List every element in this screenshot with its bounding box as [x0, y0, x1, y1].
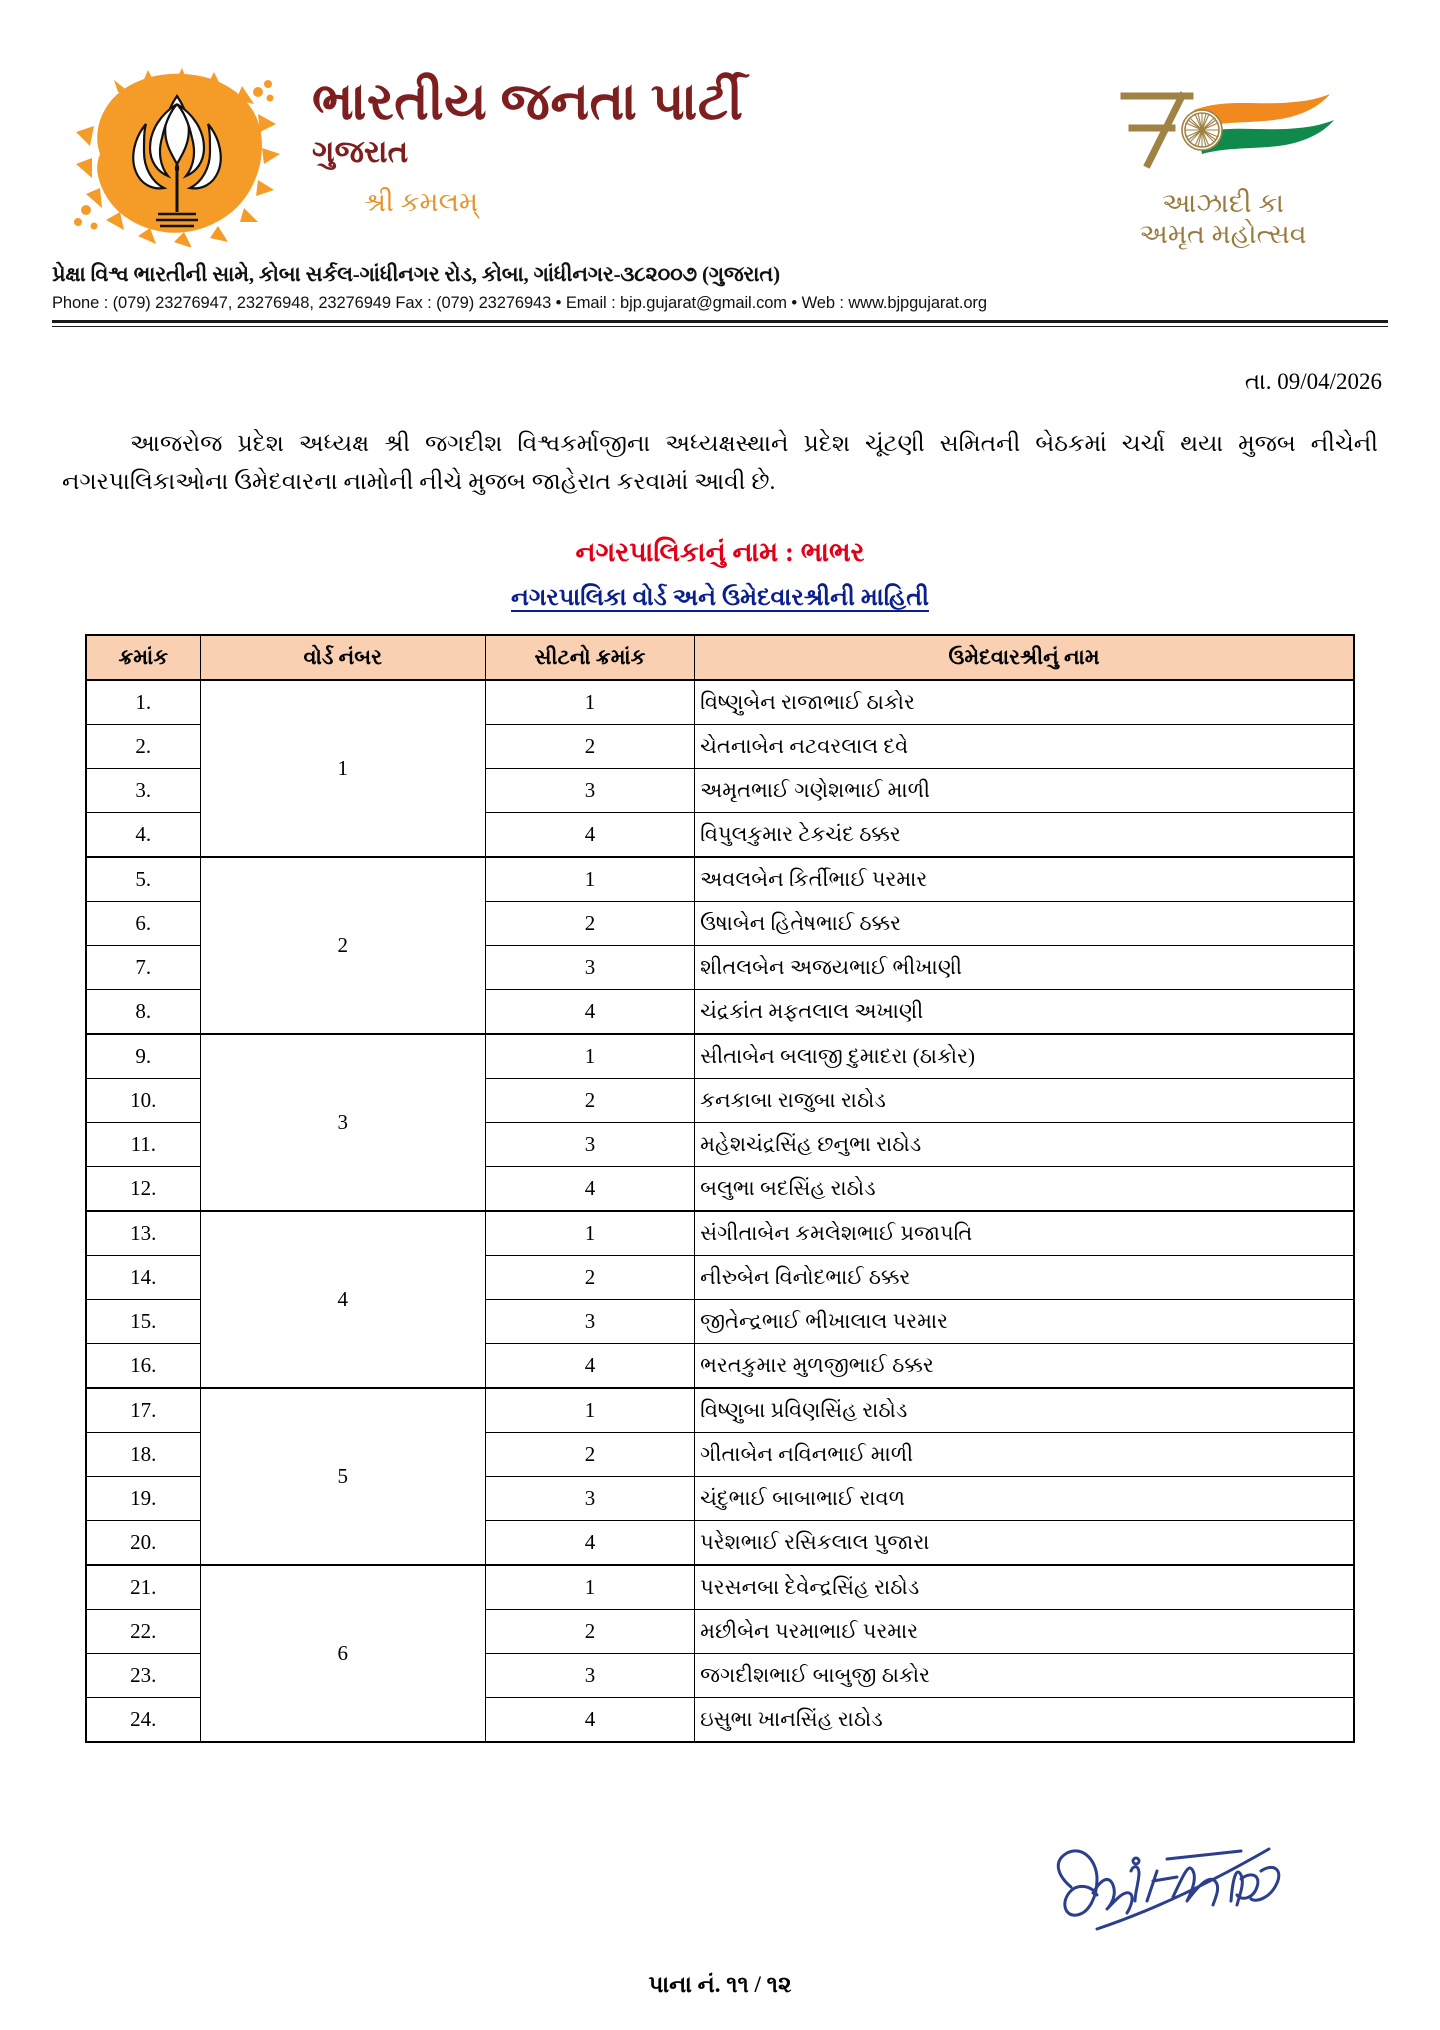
- table-row: [86, 1034, 1354, 1079]
- cell-candidate-name: વિપુલકુમાર ટેકચંદ ઠક્કર: [695, 813, 1354, 858]
- cell-seat-number: 3: [485, 1123, 694, 1167]
- cell-sr: 23.: [86, 1654, 200, 1698]
- candidates-table-wrapper: [85, 634, 1355, 1743]
- cell-seat-number: 1: [485, 857, 694, 902]
- cell-ward-number: 5: [200, 1388, 485, 1565]
- cell-ward-number: 1: [200, 680, 485, 857]
- cell-candidate-name: ચંદુભાઈ બાબાભાઈ રાવળ: [695, 1477, 1354, 1521]
- cell-sr: 13.: [86, 1211, 200, 1256]
- cell-seat-number: 4: [485, 1698, 694, 1743]
- candidates-table: [85, 634, 1355, 1743]
- col-header-seat: સીટનો ક્રમાંક: [485, 635, 694, 680]
- bjp-lotus-logo: [52, 58, 302, 247]
- cell-seat-number: 3: [485, 1477, 694, 1521]
- intro-paragraph: આજરોજ પ્રદેશ અધ્યક્ષ શ્રી જગદીશ વિશ્વકર્માજીના અધ્યક્ષસ્થાને પ્રદેશ ચૂંટણી સમિતની બેઠકમાં ચર્ચા થયા મુજબ નીચેની નગરપાલિકાઓના ઉમેદવારના નામોની નીચે મુજબ જાહેરાત કરવામાં આવી છે.: [62, 431, 1378, 496]
- cell-ward-number: 6: [200, 1565, 485, 1742]
- cell-candidate-name: ચંદ્રકાંત મફતલાલ અખાણી: [695, 990, 1354, 1035]
- cell-candidate-name: પરસનબા દેવેન્દ્રસિંહ રાઠોડ: [695, 1565, 1354, 1610]
- cell-sr: 22.: [86, 1610, 200, 1654]
- party-state: ગુજરાત: [312, 133, 409, 169]
- col-header-ward: વોર્ડ નંબર: [200, 635, 485, 680]
- cell-candidate-name: બલુભા બદસિંહ રાઠોડ: [695, 1167, 1354, 1212]
- cell-candidate-name: મછીબેન પરમાભાઈ પરમાર: [695, 1610, 1354, 1654]
- cell-sr: 11.: [86, 1123, 200, 1167]
- table-row: [86, 1565, 1354, 1610]
- table-row: [86, 1388, 1354, 1433]
- cell-candidate-name: ઉષાબેન હિતેષભાઈ ઠક્કર: [695, 902, 1354, 946]
- cell-seat-number: 2: [485, 725, 694, 769]
- cell-sr: 21.: [86, 1565, 200, 1610]
- cell-sr: 3.: [86, 769, 200, 813]
- party-tagline: શ્રી કમલમ્: [364, 187, 479, 218]
- amrit-line-2: અમૃત મહોત્સવ: [1139, 219, 1307, 250]
- cell-seat-number: 3: [485, 1300, 694, 1344]
- cell-seat-number: 2: [485, 1433, 694, 1477]
- table-row: [86, 857, 1354, 902]
- cell-seat-number: 1: [485, 1388, 694, 1433]
- cell-candidate-name: શીતલબેન અજયભાઈ ભીખાણી: [695, 946, 1354, 990]
- cell-candidate-name: જીતેન્દ્રભાઈ ભીખાલાલ પરમાર: [695, 1300, 1354, 1344]
- cell-sr: 10.: [86, 1079, 200, 1123]
- cell-candidate-name: અવલબેન કિર્તીભાઈ પરમાર: [695, 857, 1354, 902]
- cell-candidate-name: વિષ્ણુબા પ્રવિણસિંહ રાઠોડ: [695, 1388, 1354, 1433]
- cell-sr: 20.: [86, 1521, 200, 1566]
- office-address: પ્રેક્ષા વિશ્વ ભારતીની સામે, કોબા સર્કલ-ગાંધીનગર રોડ, કોબા, ગાંધીનગર-૩૮૨૦૦૭ (ગુજરાત): [52, 262, 780, 287]
- cell-sr: 14.: [86, 1256, 200, 1300]
- cell-ward-number: 2: [200, 857, 485, 1034]
- cell-seat-number: 4: [485, 1344, 694, 1389]
- table-header-row: [86, 635, 1354, 680]
- cell-candidate-name: ભરતકુમાર મુળજીભાઈ ઠક્કર: [695, 1344, 1354, 1389]
- cell-sr: 16.: [86, 1344, 200, 1389]
- cell-sr: 1.: [86, 680, 200, 725]
- cell-seat-number: 1: [485, 1034, 694, 1079]
- cell-candidate-name: જગદીશભાઈ બાબુજી ઠાકોર: [695, 1654, 1354, 1698]
- cell-sr: 6.: [86, 902, 200, 946]
- cell-sr: 8.: [86, 990, 200, 1035]
- cell-sr: 19.: [86, 1477, 200, 1521]
- cell-seat-number: 3: [485, 946, 694, 990]
- table-row: [86, 680, 1354, 725]
- cell-candidate-name: ચેતનાબેન નટવરલાલ દવે: [695, 725, 1354, 769]
- cell-sr: 9.: [86, 1034, 200, 1079]
- cell-sr: 7.: [86, 946, 200, 990]
- cell-sr: 24.: [86, 1698, 200, 1743]
- table-body: [86, 680, 1354, 1742]
- table-head: [86, 635, 1354, 680]
- cell-candidate-name: સીતાબેન બલાજી દુમાદરા (ઠાકોર): [695, 1034, 1354, 1079]
- cell-candidate-name: ઇસુભા ખાનસિંહ રાઠોડ: [695, 1698, 1354, 1743]
- cell-seat-number: 2: [485, 902, 694, 946]
- cell-sr: 5.: [86, 857, 200, 902]
- amrit-mahotsav-logo: [1058, 58, 1388, 250]
- cell-candidate-name: વિષ્ણુબેન રાજાભાઈ ઠાકોર: [695, 680, 1354, 725]
- page-number-footer: પાના નં. ૧૧ / ૧૨: [648, 1972, 792, 1997]
- cell-candidate-name: કનકાબા રાજુબા રાઠોડ: [695, 1079, 1354, 1123]
- handwritten-signature: [1035, 1835, 1335, 1955]
- cell-seat-number: 1: [485, 1565, 694, 1610]
- municipality-title: નગરપાલિકાનું નામ : ભાભર: [575, 537, 865, 568]
- cell-sr: 4.: [86, 813, 200, 858]
- col-header-name: ઉમેદવારશ્રીનું નામ: [695, 635, 1354, 680]
- cell-seat-number: 3: [485, 769, 694, 813]
- table-subtitle: નગરપાલિકા વોર્ડ અને ઉમેદવારશ્રીની માહિતી: [511, 585, 929, 612]
- cell-candidate-name: અમૃતભાઈ ગણેશભાઈ માળી: [695, 769, 1354, 813]
- party-name: ભારતીય જનતા પાર્ટી: [312, 74, 744, 131]
- cell-seat-number: 2: [485, 1256, 694, 1300]
- amrit-line-1: આઝાદી કા: [1162, 188, 1284, 218]
- cell-sr: 15.: [86, 1300, 200, 1344]
- cell-sr: 12.: [86, 1167, 200, 1212]
- cell-seat-number: 4: [485, 1167, 694, 1212]
- party-title-block: [302, 58, 1058, 219]
- cell-candidate-name: સંગીતાબેન કમલેશભાઈ પ્રજાપતિ: [695, 1211, 1354, 1256]
- cell-candidate-name: પરેશભાઈ રસિકલાલ પુજારા: [695, 1521, 1354, 1566]
- cell-seat-number: 4: [485, 1521, 694, 1566]
- cell-ward-number: 4: [200, 1211, 485, 1388]
- cell-ward-number: 3: [200, 1034, 485, 1211]
- document-date: તા. 09/04/2026: [1244, 369, 1382, 395]
- cell-seat-number: 1: [485, 1211, 694, 1256]
- cell-seat-number: 2: [485, 1079, 694, 1123]
- table-row: [86, 1211, 1354, 1256]
- contact-details: Phone : (079) 23276947, 23276948, 23276949 Fax : (079) 23276943 • Email : bjp.gujarat@gmail.com • Web : www.bjpgujarat.org: [52, 294, 987, 313]
- cell-candidate-name: મહેશચંદ્રસિંહ છનુભા રાઠોડ: [695, 1123, 1354, 1167]
- cell-sr: 18.: [86, 1433, 200, 1477]
- cell-seat-number: 4: [485, 813, 694, 858]
- col-header-sr: ક્રમાંક: [86, 635, 200, 680]
- cell-candidate-name: ગીતાબેન નવિનભાઈ માળી: [695, 1433, 1354, 1477]
- cell-candidate-name: નીરુબેન વિનોદભાઈ ઠક્કર: [695, 1256, 1354, 1300]
- cell-seat-number: 3: [485, 1654, 694, 1698]
- cell-sr: 17.: [86, 1388, 200, 1433]
- cell-seat-number: 2: [485, 1610, 694, 1654]
- letterhead: [0, 0, 1440, 250]
- cell-sr: 2.: [86, 725, 200, 769]
- cell-seat-number: 1: [485, 680, 694, 725]
- cell-seat-number: 4: [485, 990, 694, 1035]
- header-rule-thick: [52, 320, 1388, 323]
- address-block: [52, 262, 1388, 327]
